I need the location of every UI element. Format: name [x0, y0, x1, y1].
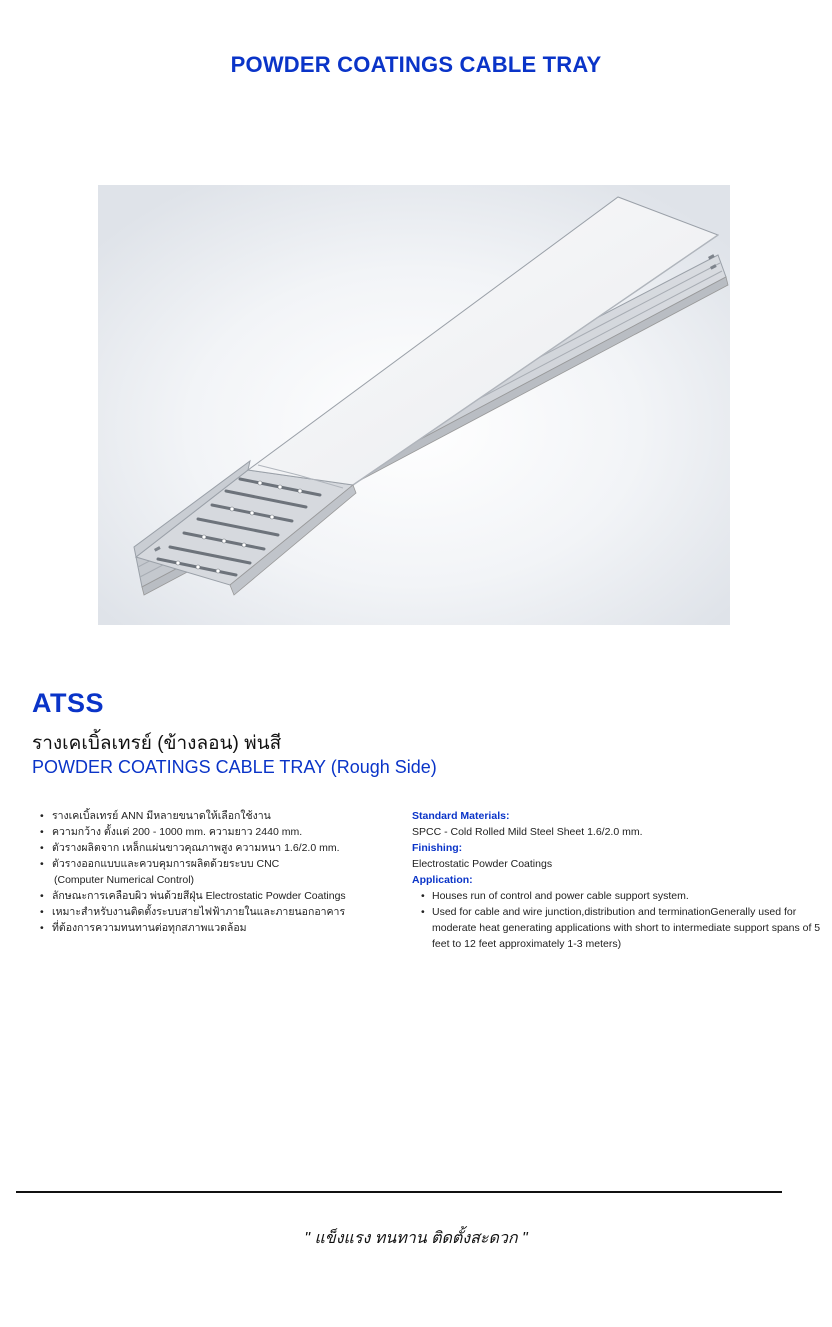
materials-value: SPCC - Cold Rolled Mild Steel Sheet 1.6/2.0 mm. — [412, 826, 643, 838]
application-item: • Used for cable and wire junction,distribution and terminationGenerally used for moderate heat generating applications with short to intermediate support spans of 5 feet to 12 feet approximately 1-3 meters) — [412, 904, 826, 952]
product-name-thai: รางเคเบิ้ลเทรย์ (ข้างลอน) พ่นสี — [32, 733, 282, 754]
feature-list — [40, 808, 380, 936]
feature-item: • เหมาะสำหรับงานติดตั้งระบบสายไฟฟ้าภายในและภายนอกอาคาร — [40, 904, 380, 920]
cable-tray-illustration — [98, 185, 730, 625]
footer-divider — [16, 1191, 782, 1193]
cable-tray-image — [98, 185, 730, 625]
footer-slogan: " แข็งแรง ทนทาน ติดตั้งสะดวก " — [304, 1230, 528, 1247]
spec-section — [412, 808, 826, 952]
feature-item: • ที่ต้องการความทนทานต่อทุกสภาพแวดล้อม — [40, 920, 380, 936]
materials-heading: Standard Materials: — [412, 810, 510, 822]
application-list — [412, 888, 826, 952]
product-code: ATSS — [32, 688, 105, 718]
finishing-heading: Finishing: — [412, 842, 463, 854]
page-title: POWDER COATINGS CABLE TRAY — [230, 52, 602, 77]
feature-item: • ตัวรางออกแบบและควบคุมการผลิตด้วยระบบ CNC — [40, 856, 380, 872]
feature-item: • ตัวรางผลิตจาก เหล็กแผ่นขาวคุณภาพสูง ความหนา 1.6/2.0 mm. — [40, 840, 380, 856]
feature-item: • รางเคเบิ้ลเทรย์ ANN มีหลายขนาดให้เลือกใช้งาน — [40, 808, 380, 824]
feature-item: (Computer Numerical Control) — [54, 874, 195, 886]
feature-item: • ลักษณะการเคลือบผิว พ่นด้วยสีฝุ่น Electrostatic Powder Coatings — [40, 888, 380, 904]
application-item: • Houses run of control and power cable support system. — [412, 888, 826, 904]
finishing-value: Electrostatic Powder Coatings — [412, 858, 553, 870]
application-heading: Application: — [412, 874, 473, 886]
feature-item: • ความกว้าง ตั้งแต่ 200 - 1000 mm. ความยาว 2440 mm. — [40, 824, 380, 840]
product-name-english: POWDER COATINGS CABLE TRAY (Rough Side) — [32, 757, 437, 777]
